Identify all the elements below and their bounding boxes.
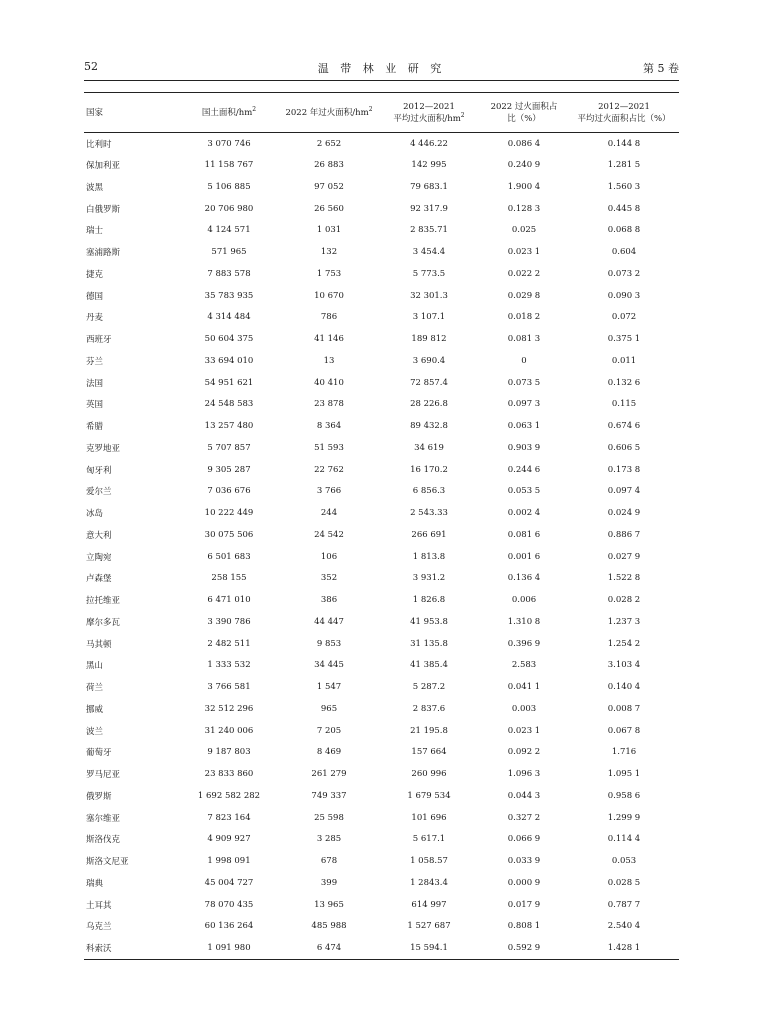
land-area-cell: 5 707 857 bbox=[207, 442, 251, 453]
table-row bbox=[84, 611, 679, 633]
land-area-cell: 31 240 006 bbox=[204, 725, 254, 736]
avg-ratio-cell: 0.072 bbox=[611, 312, 637, 323]
burned-2022-cell: 1 753 bbox=[316, 268, 342, 279]
country-cell: 卢森堡 bbox=[86, 574, 112, 585]
avg-burned-cell: 5 773.5 bbox=[412, 268, 446, 279]
avg-burned-cell: 157 664 bbox=[411, 747, 447, 758]
table-row bbox=[84, 807, 679, 829]
ratio-2022-cell: 0.128 3 bbox=[507, 203, 541, 214]
burned-2022-cell: 386 bbox=[320, 595, 338, 606]
country-cell: 荷兰 bbox=[86, 683, 104, 694]
table-row bbox=[84, 372, 679, 394]
ratio-2022-cell: 0.022 2 bbox=[507, 268, 541, 279]
country-cell: 土耳其 bbox=[86, 900, 112, 911]
ratio-2022-cell: 1.310 8 bbox=[507, 616, 541, 627]
ratio-2022-cell: 0.003 bbox=[511, 703, 537, 714]
avg-ratio-cell: 0.115 bbox=[611, 399, 637, 410]
burned-2022-cell: 749 337 bbox=[311, 790, 347, 801]
country-cell: 拉托维亚 bbox=[86, 596, 121, 607]
avg-ratio-cell: 0.053 bbox=[611, 856, 637, 867]
table-row bbox=[84, 263, 679, 285]
burned-2022-cell: 6 474 bbox=[316, 942, 342, 953]
avg-ratio-cell: 0.027 9 bbox=[607, 551, 641, 562]
avg-ratio-cell: 0.073 2 bbox=[607, 268, 641, 279]
avg-burned-cell: 41 953.8 bbox=[410, 616, 448, 627]
land-area-cell: 78 070 435 bbox=[204, 899, 254, 910]
avg-burned-cell: 41 385.4 bbox=[410, 660, 448, 671]
land-area-cell: 4 314 484 bbox=[207, 312, 251, 323]
land-area-cell: 50 604 375 bbox=[204, 334, 254, 345]
land-area-cell: 10 222 449 bbox=[204, 508, 254, 519]
burned-2022-cell: 44 447 bbox=[314, 616, 344, 627]
table-row bbox=[84, 502, 679, 524]
land-area-cell: 3 390 786 bbox=[207, 616, 251, 627]
avg-burned-cell: 5 617.1 bbox=[412, 834, 446, 845]
ratio-2022-cell: 0.808 1 bbox=[507, 921, 541, 932]
country-cell: 瑞士 bbox=[86, 226, 104, 237]
avg-burned-cell: 1 679 534 bbox=[407, 790, 451, 801]
avg-burned-cell: 3 107.1 bbox=[412, 312, 446, 323]
ratio-2022-cell: 0.029 8 bbox=[507, 290, 541, 301]
ratio-2022-cell: 1.900 4 bbox=[507, 181, 541, 192]
ratio-2022-cell: 0.066 9 bbox=[507, 834, 541, 845]
land-area-cell: 23 833 860 bbox=[204, 769, 254, 780]
table-row bbox=[84, 394, 679, 416]
avg-ratio-cell: 0.445 8 bbox=[607, 203, 641, 214]
avg-burned-cell: 89 432.8 bbox=[410, 421, 448, 432]
table-row bbox=[84, 415, 679, 437]
burned-2022-cell: 26 560 bbox=[314, 203, 344, 214]
avg-ratio-cell: 1.281 5 bbox=[607, 160, 641, 171]
avg-ratio-cell: 3.103 4 bbox=[607, 660, 641, 671]
ratio-2022-cell: 0.136 4 bbox=[507, 573, 541, 584]
avg-burned-cell: 21 195.8 bbox=[410, 725, 448, 736]
ratio-2022-cell: 0.044 3 bbox=[507, 790, 541, 801]
journal-title: 温 带 林 业 研 究 bbox=[317, 62, 446, 75]
burned-2022-cell: 41 146 bbox=[314, 334, 344, 345]
avg-ratio-cell: 0.606 5 bbox=[607, 442, 641, 453]
ratio-2022-cell: 0.023 1 bbox=[507, 247, 541, 258]
ratio-2022-cell: 0.000 9 bbox=[507, 877, 541, 888]
burned-2022-cell: 3 766 bbox=[316, 486, 342, 497]
land-area-cell: 35 783 935 bbox=[204, 290, 254, 301]
burned-2022-cell: 24 542 bbox=[314, 529, 344, 540]
avg-ratio-cell: 1.428 1 bbox=[607, 942, 641, 953]
volume-label: 第 5 卷 bbox=[643, 62, 679, 75]
burned-2022-cell: 106 bbox=[320, 551, 338, 562]
burned-2022-cell: 9 853 bbox=[316, 638, 342, 649]
land-area-cell: 7 036 676 bbox=[207, 486, 251, 497]
country-cell: 保加利亚 bbox=[86, 161, 121, 172]
col-header-avg-burned-area: 2012—2021 平均过火面积$/hm^2$ bbox=[379, 93, 479, 133]
burned-2022-cell: 786 bbox=[320, 312, 338, 323]
burned-2022-cell: 22 762 bbox=[314, 464, 344, 475]
ratio-2022-cell: 0.041 1 bbox=[507, 682, 541, 693]
country-cell: 马其顿 bbox=[86, 639, 112, 650]
table-row bbox=[84, 676, 679, 698]
col-header-2022-burned-ratio: 2022 过火面积占 比（%） bbox=[479, 93, 569, 133]
avg-burned-cell: 92 317.9 bbox=[410, 203, 448, 214]
avg-ratio-cell: 0.067 8 bbox=[607, 725, 641, 736]
avg-burned-cell: 2 543.33 bbox=[410, 508, 448, 519]
ratio-2022-cell: 0.063 1 bbox=[507, 421, 541, 432]
land-area-cell: 1 998 091 bbox=[207, 856, 251, 867]
country-cell: 西班牙 bbox=[86, 335, 112, 346]
burned-2022-cell: 965 bbox=[320, 703, 338, 714]
avg-ratio-cell: 0.375 1 bbox=[607, 334, 641, 345]
country-cell: 芬兰 bbox=[86, 356, 104, 367]
table-row bbox=[84, 633, 679, 655]
table-row bbox=[84, 328, 679, 350]
table-row bbox=[84, 154, 679, 176]
country-cell: 英国 bbox=[86, 400, 104, 411]
avg-ratio-cell: 0.787 7 bbox=[607, 899, 641, 910]
land-area-cell: 13 257 480 bbox=[204, 421, 254, 432]
fire-area-table bbox=[84, 92, 679, 960]
avg-burned-cell: 2 837.6 bbox=[412, 703, 446, 714]
country-cell: 意大利 bbox=[86, 530, 112, 541]
avg-ratio-cell: 1.095 1 bbox=[607, 769, 641, 780]
land-area-cell: 1 692 582 282 bbox=[197, 790, 261, 801]
country-cell: 斯洛伐克 bbox=[86, 835, 121, 846]
avg-ratio-cell: 1.716 bbox=[611, 747, 637, 758]
ratio-2022-cell: 1.096 3 bbox=[507, 769, 541, 780]
avg-burned-cell: 16 170.2 bbox=[410, 464, 448, 475]
avg-ratio-cell: 0.132 6 bbox=[607, 377, 641, 388]
avg-ratio-cell: 0.011 bbox=[611, 355, 637, 366]
burned-2022-cell: 13 965 bbox=[314, 899, 344, 910]
data-table-container bbox=[84, 92, 679, 960]
table-row bbox=[84, 198, 679, 220]
avg-burned-cell: 4 446.22 bbox=[410, 138, 448, 149]
country-cell: 立陶宛 bbox=[86, 552, 112, 563]
country-cell: 法国 bbox=[86, 378, 104, 389]
table-row bbox=[84, 937, 679, 959]
burned-2022-cell: 51 593 bbox=[314, 442, 344, 453]
land-area-cell: 24 548 583 bbox=[204, 399, 254, 410]
avg-burned-cell: 2 835.71 bbox=[410, 225, 448, 236]
burned-2022-cell: 23 878 bbox=[314, 399, 344, 410]
country-cell: 比利时 bbox=[86, 139, 112, 150]
avg-burned-cell: 1 058.57 bbox=[410, 856, 448, 867]
country-cell: 乌克兰 bbox=[86, 922, 112, 933]
avg-burned-cell: 3 690.4 bbox=[412, 355, 446, 366]
burned-2022-cell: 261 279 bbox=[311, 769, 347, 780]
country-cell: 捷克 bbox=[86, 269, 104, 280]
ratio-2022-cell: 0.053 5 bbox=[507, 486, 541, 497]
burned-2022-cell: 1 547 bbox=[316, 682, 342, 693]
avg-burned-cell: 189 812 bbox=[411, 334, 447, 345]
land-area-cell: 1 333 532 bbox=[207, 660, 251, 671]
burned-2022-cell: 7 205 bbox=[316, 725, 342, 736]
country-cell: 波黑 bbox=[86, 182, 104, 193]
burned-2022-cell: 25 598 bbox=[314, 812, 344, 823]
avg-ratio-cell: 0.886 7 bbox=[607, 529, 641, 540]
table-row bbox=[84, 133, 679, 155]
ratio-2022-cell: 0.086 4 bbox=[507, 138, 541, 149]
ratio-2022-cell: 0.018 2 bbox=[507, 312, 541, 323]
table-row bbox=[84, 763, 679, 785]
avg-burned-cell: 3 454.4 bbox=[412, 247, 446, 258]
ratio-2022-cell: 0.097 3 bbox=[507, 399, 541, 410]
table-header bbox=[84, 93, 679, 133]
table-row bbox=[84, 350, 679, 372]
land-area-cell: 3 766 581 bbox=[207, 682, 251, 693]
table-row bbox=[84, 916, 679, 938]
country-cell: 匈牙利 bbox=[86, 465, 112, 476]
table-row bbox=[84, 655, 679, 677]
table-row bbox=[84, 524, 679, 546]
table-row bbox=[84, 285, 679, 307]
land-area-cell: 60 136 264 bbox=[204, 921, 254, 932]
land-area-cell: 3 070 746 bbox=[207, 138, 251, 149]
ratio-2022-cell: 0.017 9 bbox=[507, 899, 541, 910]
col-header-land-area: 国土面积$/hm^2$ bbox=[179, 93, 279, 133]
burned-2022-cell: 1 031 bbox=[316, 225, 342, 236]
land-area-cell: 571 965 bbox=[211, 247, 247, 258]
table-row bbox=[84, 829, 679, 851]
avg-burned-cell: 6 856.3 bbox=[412, 486, 446, 497]
country-cell: 希腊 bbox=[86, 422, 104, 433]
avg-ratio-cell: 0.674 6 bbox=[607, 421, 641, 432]
land-area-cell: 9 305 287 bbox=[207, 464, 251, 475]
avg-ratio-cell: 0.090 3 bbox=[607, 290, 641, 301]
avg-burned-cell: 72 857.4 bbox=[410, 377, 448, 388]
avg-ratio-cell: 1.522 8 bbox=[607, 573, 641, 584]
country-cell: 白俄罗斯 bbox=[86, 204, 121, 215]
avg-ratio-cell: 1.560 3 bbox=[607, 181, 641, 192]
avg-ratio-cell: 1.254 2 bbox=[607, 638, 641, 649]
avg-ratio-cell: 0.068 8 bbox=[607, 225, 641, 236]
ratio-2022-cell: 0.396 9 bbox=[507, 638, 541, 649]
land-area-cell: 30 075 506 bbox=[204, 529, 254, 540]
land-area-cell: 2 482 511 bbox=[207, 638, 251, 649]
table-row bbox=[84, 742, 679, 764]
land-area-cell: 7 823 164 bbox=[207, 812, 251, 823]
ratio-2022-cell: 0.025 bbox=[511, 225, 537, 236]
ratio-2022-cell: 0.073 5 bbox=[507, 377, 541, 388]
table-row bbox=[84, 568, 679, 590]
avg-burned-cell: 1 826.8 bbox=[412, 595, 446, 606]
table-row bbox=[84, 437, 679, 459]
ratio-2022-cell: 0.023 1 bbox=[507, 725, 541, 736]
table-row bbox=[84, 850, 679, 872]
avg-burned-cell: 1 527 687 bbox=[407, 921, 451, 932]
avg-burned-cell: 1 2843.4 bbox=[410, 877, 448, 888]
avg-burned-cell: 3 931.2 bbox=[412, 573, 446, 584]
land-area-cell: 4 909 927 bbox=[207, 834, 251, 845]
table-row bbox=[84, 220, 679, 242]
burned-2022-cell: 40 410 bbox=[314, 377, 344, 388]
land-area-cell: 1 091 980 bbox=[207, 942, 251, 953]
table-row bbox=[84, 698, 679, 720]
table-row bbox=[84, 589, 679, 611]
avg-burned-cell: 34 619 bbox=[414, 442, 444, 453]
burned-2022-cell: 244 bbox=[320, 508, 338, 519]
avg-ratio-cell: 0.024 9 bbox=[607, 508, 641, 519]
burned-2022-cell: 2 652 bbox=[316, 138, 342, 149]
avg-ratio-cell: 1.299 9 bbox=[607, 812, 641, 823]
burned-2022-cell: 26 883 bbox=[314, 160, 344, 171]
burned-2022-cell: 97 052 bbox=[314, 181, 344, 192]
burned-2022-cell: 13 bbox=[323, 355, 335, 366]
burned-2022-cell: 8 469 bbox=[316, 747, 342, 758]
country-cell: 挪威 bbox=[86, 704, 104, 715]
ratio-2022-cell: 0.092 2 bbox=[507, 747, 541, 758]
land-area-cell: 7 883 578 bbox=[207, 268, 251, 279]
running-header bbox=[84, 60, 679, 76]
land-area-cell: 5 106 885 bbox=[207, 181, 251, 192]
avg-burned-cell: 142 995 bbox=[411, 160, 447, 171]
land-area-cell: 33 694 010 bbox=[204, 355, 254, 366]
col-header-country: 国家 bbox=[84, 93, 179, 133]
burned-2022-cell: 485 988 bbox=[311, 921, 347, 932]
land-area-cell: 45 004 727 bbox=[204, 877, 254, 888]
table-row bbox=[84, 872, 679, 894]
burned-2022-cell: 678 bbox=[320, 856, 338, 867]
avg-ratio-cell: 0.028 5 bbox=[607, 877, 641, 888]
avg-burned-cell: 15 594.1 bbox=[410, 942, 448, 953]
country-cell: 爱尔兰 bbox=[86, 487, 112, 498]
burned-2022-cell: 132 bbox=[320, 247, 338, 258]
land-area-cell: 11 158 767 bbox=[204, 160, 254, 171]
country-cell: 黑山 bbox=[86, 661, 104, 672]
avg-burned-cell: 28 226.8 bbox=[410, 399, 448, 410]
table-row bbox=[84, 176, 679, 198]
land-area-cell: 6 471 010 bbox=[207, 595, 251, 606]
ratio-2022-cell: 0.903 9 bbox=[507, 442, 541, 453]
avg-burned-cell: 101 696 bbox=[411, 812, 447, 823]
ratio-2022-cell: 0.081 3 bbox=[507, 334, 541, 345]
ratio-2022-cell: 0.006 bbox=[511, 595, 537, 606]
land-area-cell: 6 501 683 bbox=[207, 551, 251, 562]
avg-ratio-cell: 0.140 4 bbox=[607, 682, 641, 693]
land-area-cell: 32 512 296 bbox=[204, 703, 254, 714]
country-cell: 俄罗斯 bbox=[86, 791, 112, 802]
avg-ratio-cell: 0.008 7 bbox=[607, 703, 641, 714]
table-row bbox=[84, 720, 679, 742]
table-row bbox=[84, 785, 679, 807]
land-area-cell: 20 706 980 bbox=[204, 203, 254, 214]
avg-burned-cell: 614 997 bbox=[411, 899, 447, 910]
country-cell: 罗马尼亚 bbox=[86, 770, 121, 781]
ratio-2022-cell: 2.583 bbox=[511, 660, 537, 671]
country-cell: 科索沃 bbox=[86, 943, 112, 954]
ratio-2022-cell: 0.240 9 bbox=[507, 160, 541, 171]
land-area-cell: 9 187 803 bbox=[207, 747, 251, 758]
ratio-2022-cell: 0 bbox=[521, 355, 527, 366]
burned-2022-cell: 352 bbox=[320, 573, 338, 584]
ratio-2022-cell: 0.081 6 bbox=[507, 529, 541, 540]
burned-2022-cell: 3 285 bbox=[316, 834, 342, 845]
country-cell: 波兰 bbox=[86, 726, 104, 737]
ratio-2022-cell: 0.001 6 bbox=[507, 551, 541, 562]
burned-2022-cell: 10 670 bbox=[314, 290, 344, 301]
burned-2022-cell: 34 445 bbox=[314, 660, 344, 671]
avg-ratio-cell: 0.097 4 bbox=[607, 486, 641, 497]
avg-burned-cell: 1 813.8 bbox=[412, 551, 446, 562]
ratio-2022-cell: 0.244 6 bbox=[507, 464, 541, 475]
country-cell: 塞浦路斯 bbox=[86, 248, 121, 259]
page-number: 52 bbox=[84, 60, 98, 73]
table-body bbox=[84, 133, 679, 960]
header-row bbox=[84, 93, 679, 133]
land-area-cell: 54 951 621 bbox=[204, 377, 254, 388]
country-cell: 摩尔多瓦 bbox=[86, 617, 121, 628]
avg-ratio-cell: 1.237 3 bbox=[607, 616, 641, 627]
avg-burned-cell: 260 996 bbox=[411, 769, 447, 780]
avg-ratio-cell: 2.540 4 bbox=[607, 921, 641, 932]
burned-2022-cell: 8 364 bbox=[316, 421, 342, 432]
avg-burned-cell: 31 135.8 bbox=[410, 638, 448, 649]
land-area-cell: 258 155 bbox=[211, 573, 247, 584]
avg-burned-cell: 79 683.1 bbox=[410, 181, 448, 192]
table-row bbox=[84, 894, 679, 916]
col-header-2022-burned-area: 2022 年过火面积$/hm^2$ bbox=[279, 93, 379, 133]
country-cell: 瑞典 bbox=[86, 878, 104, 889]
country-cell: 斯洛文尼亚 bbox=[86, 857, 129, 868]
avg-burned-cell: 266 691 bbox=[411, 529, 447, 540]
table-row bbox=[84, 241, 679, 263]
country-cell: 冰岛 bbox=[86, 509, 104, 520]
table-row bbox=[84, 459, 679, 481]
ratio-2022-cell: 0.033 9 bbox=[507, 856, 541, 867]
col-header-avg-burned-ratio: 2012—2021 平均过火面积占比（%） bbox=[569, 93, 679, 133]
header-rule bbox=[84, 80, 679, 81]
country-cell: 克罗地亚 bbox=[86, 443, 121, 454]
country-cell: 德国 bbox=[86, 291, 104, 302]
table-row bbox=[84, 481, 679, 503]
ratio-2022-cell: 0.327 2 bbox=[507, 812, 541, 823]
avg-ratio-cell: 0.604 bbox=[611, 247, 637, 258]
avg-burned-cell: 32 301.3 bbox=[410, 290, 448, 301]
avg-burned-cell: 5 287.2 bbox=[412, 682, 446, 693]
country-cell: 葡萄牙 bbox=[86, 748, 112, 759]
ratio-2022-cell: 0.592 9 bbox=[507, 942, 541, 953]
burned-2022-cell: 399 bbox=[320, 877, 338, 888]
table-row bbox=[84, 307, 679, 329]
avg-ratio-cell: 0.028 2 bbox=[607, 595, 641, 606]
ratio-2022-cell: 0.002 4 bbox=[507, 508, 541, 519]
avg-ratio-cell: 0.958 6 bbox=[607, 790, 641, 801]
country-cell: 塞尔维亚 bbox=[86, 813, 121, 824]
avg-ratio-cell: 0.173 8 bbox=[607, 464, 641, 475]
land-area-cell: 4 124 571 bbox=[207, 225, 251, 236]
avg-ratio-cell: 0.114 4 bbox=[607, 834, 641, 845]
table-row bbox=[84, 546, 679, 568]
country-cell: 丹麦 bbox=[86, 313, 104, 324]
avg-ratio-cell: 0.144 8 bbox=[607, 138, 641, 149]
